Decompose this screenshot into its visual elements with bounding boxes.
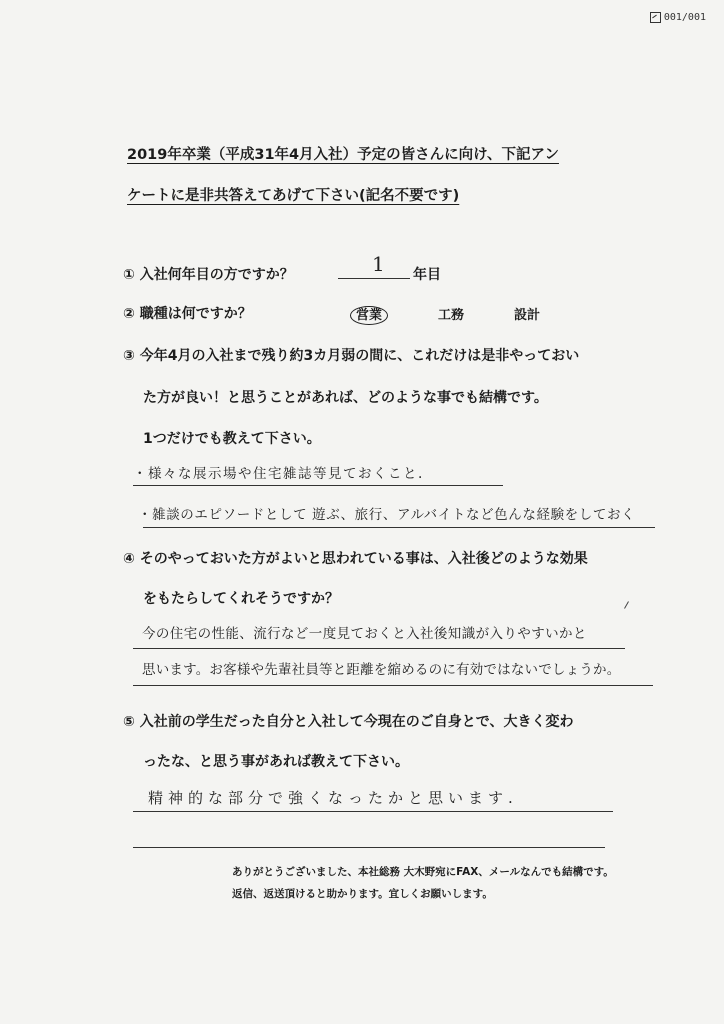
title-line-1: 2019年卒業（平成31年4月入社）予定の皆さんに向け、下記アン xyxy=(127,147,559,163)
page-number xyxy=(650,12,706,23)
question-4-answer-1: 今の住宅の性能、流行など一度見ておくと入社後知識が入りやすいかと xyxy=(142,626,587,642)
option-sales xyxy=(357,304,388,323)
answer-line xyxy=(143,527,655,528)
question-4-cont-1: をもたらしてくれそうですか？ xyxy=(143,591,339,607)
question-1: ① 入社何年目の方ですか？ xyxy=(123,267,294,283)
question-4-answer-2: 思います。お客様や先輩社員等と距離を縮めるのに有効ではないでしょうか。 xyxy=(142,662,621,678)
question-5: ⑤ 入社前の学生だった自分と入社して今現在のご自身とで、大きく変わ xyxy=(123,714,574,730)
option-construction: 工務 xyxy=(438,308,465,323)
answer-line xyxy=(133,685,653,686)
question-2: ② 職種は何ですか？ xyxy=(123,306,252,322)
question-1-answer: 1 xyxy=(372,252,387,276)
answer-line xyxy=(133,648,625,649)
title-line-2: ケートに是非共答えてあげて下さい(記名不要です) xyxy=(127,188,460,204)
footer-line-1: ありがとうございました、本社総務 大木野宛にFAX、メールなんでも結構です。 xyxy=(232,866,614,878)
question-1-suffix: 年目 xyxy=(413,267,441,283)
answer-line xyxy=(133,485,503,486)
question-3-cont-2: 1つだけでも教えて下さい。 xyxy=(143,431,321,447)
pen-mark xyxy=(624,601,629,608)
question-5-cont-1: ったな、と思う事があれば教えて下さい。 xyxy=(143,754,409,770)
page-number-text: 001/001 xyxy=(663,12,706,23)
question-4: ④ そのやっておいた方がよいと思われている事は、入社後どのような効果 xyxy=(123,551,588,567)
answer-line xyxy=(133,811,613,812)
question-3-cont-1: た方が良い！と思うことがあれば、どのような事でも結構です。 xyxy=(143,390,548,406)
checkbox-icon xyxy=(650,12,661,23)
footer-line-2: 返信、返送頂けると助かります。宜しくお願いします。 xyxy=(232,888,493,900)
option-sales-label: 営業 xyxy=(350,306,388,325)
question-3-answer-2: ・雑談のエピソードとして 遊ぶ、旅行、アルバイトなど色んな経験をしておく xyxy=(138,507,636,523)
option-design: 設計 xyxy=(514,308,541,323)
question-3-answer-1: ・様々な展示場や住宅雑誌等見ておくこと. xyxy=(133,466,424,482)
question-1-answer-line xyxy=(338,278,410,279)
question-3: ③ 今年4月の入社まで残り約3カ月弱の間に、これだけは是非やっておい xyxy=(123,348,580,364)
answer-line xyxy=(133,847,605,848)
question-5-answer-1: 精神的な部分で強くなったかと思います. xyxy=(148,789,518,807)
